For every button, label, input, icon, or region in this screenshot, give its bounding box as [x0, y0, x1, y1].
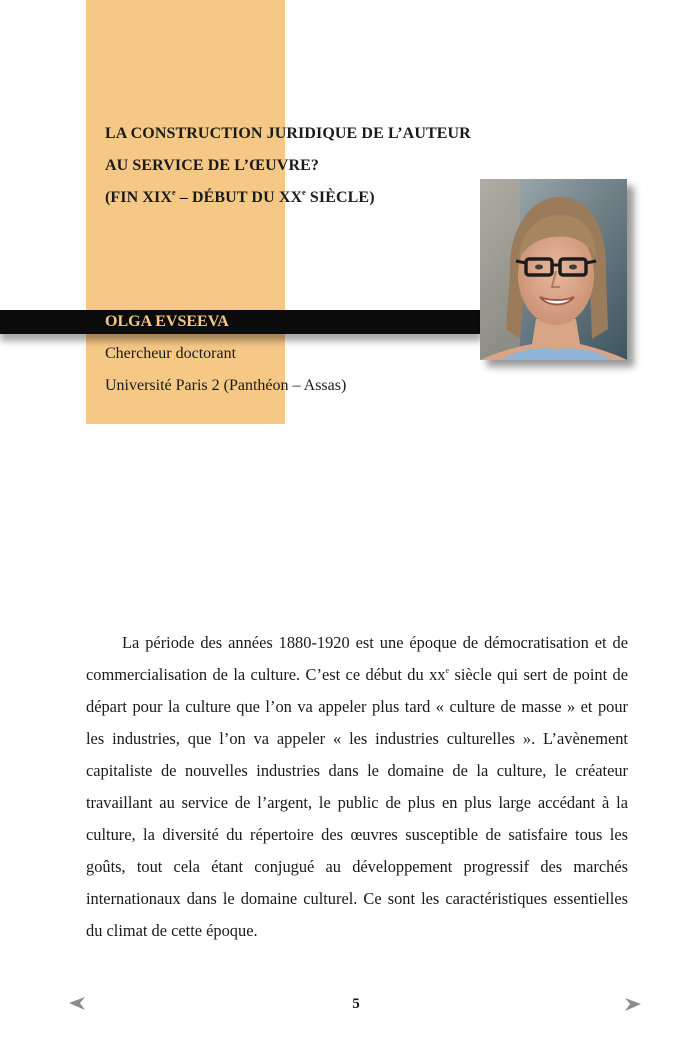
title-superscript-1: e — [172, 188, 176, 197]
previous-page-button[interactable] — [68, 996, 86, 1012]
body-superscript: e — [445, 666, 450, 675]
arrow-right-icon — [624, 996, 642, 1012]
title-line-3-part-b: – DÉBUT DU XX — [175, 189, 303, 206]
title-superscript-2: e — [302, 188, 306, 197]
author-affiliation: Université Paris 2 (Panthéon – Assas) — [105, 377, 347, 394]
author-role: Chercheur doctorant — [105, 345, 237, 362]
article-title — [105, 118, 471, 214]
title-line-3-part-a: (FIN XIX — [105, 189, 173, 206]
author-bar — [0, 310, 482, 334]
page-number: 5 — [352, 996, 360, 1012]
body-text-part-1: La période des années 1880-1920 est une époque de démocratisation et de commercialisation de la culture. C’est ce début du xx — [86, 633, 628, 684]
title-line-2: AU SERVICE DE L’ŒUVRE? — [105, 157, 319, 174]
author-name: OLGA EVSEEVA — [105, 313, 229, 330]
title-line-1: LA CONSTRUCTION JURIDIQUE DE L’AUTEUR — [105, 125, 471, 142]
arrow-left-icon — [68, 996, 86, 1012]
body-paragraph — [86, 627, 628, 947]
next-page-button[interactable] — [624, 996, 642, 1012]
title-line-3-part-c: SIÈCLE) — [305, 189, 375, 206]
title-line-3 — [105, 182, 471, 214]
author-photo — [480, 179, 627, 360]
author-portrait-icon — [480, 179, 627, 360]
body-text-part-2: siècle qui sert de point de départ pour la culture que l’on va appeler plus tard « culture de masse » et pour les industries, que l’on va appeler « les industries culturelles ». L’avènement capitaliste de nouvelles industries dans le domaine de la culture, le créateur travaillant au service de l’argent, le public de plus en plus large accédant à la culture, la diversité du répertoire des œuvres susceptible de satisfaire tous les goûts, tout cela étant conjugué au développement progressif des marchés internationaux dans le domaine culturel. Ce sont les caractéristiques essentielles du climat de cette époque. — [86, 665, 628, 940]
